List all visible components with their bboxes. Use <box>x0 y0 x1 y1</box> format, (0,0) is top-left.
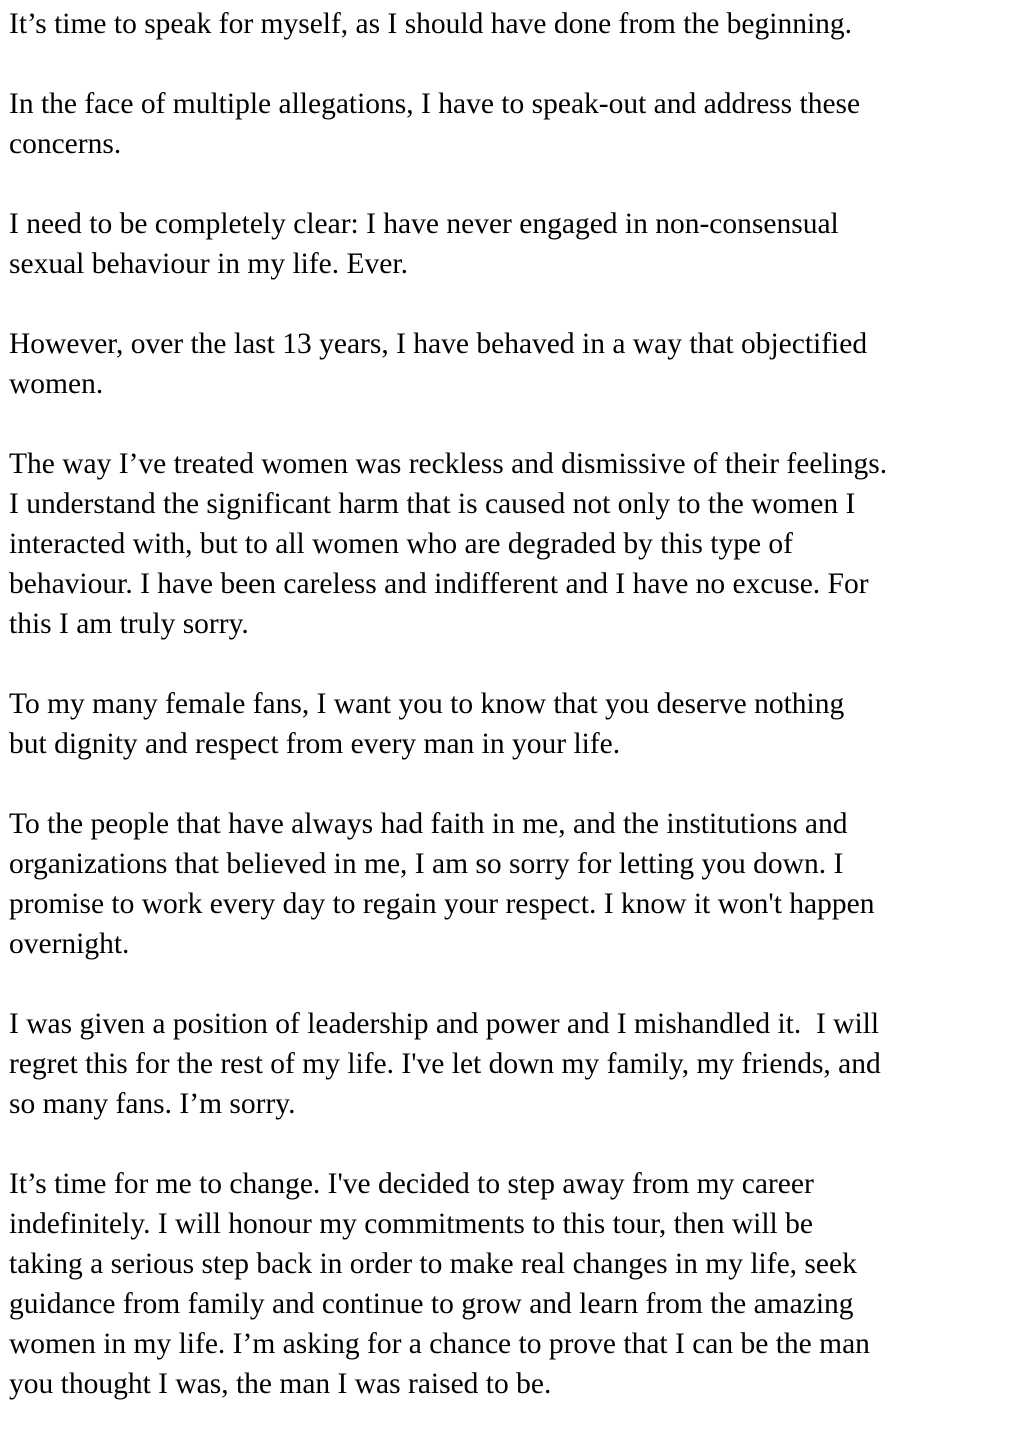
paragraph-7 <box>9 804 1021 964</box>
text-line: I need to be completely clear: I have never engaged in non-consensual <box>9 208 839 240</box>
text-line: taking a serious step back in order to make real changes in my life, seek <box>9 1248 857 1280</box>
text-line: indefinitely. I will honour my commitments to this tour, then will be <box>9 1208 813 1240</box>
text-line: women in my life. I’m asking for a chance to prove that I can be the man <box>9 1328 870 1360</box>
text-line: but dignity and respect from every man in your life. <box>9 728 621 760</box>
text-line: In the face of multiple allegations, I have to speak-out and address these <box>9 88 861 120</box>
text-line: I was given a position of leadership and power and I mishandled it. I will <box>9 1008 880 1040</box>
paragraph-9 <box>9 1164 1021 1404</box>
text-line: I understand the significant harm that is caused not only to the women I <box>9 488 856 520</box>
paragraph-4 <box>9 324 1021 404</box>
text-line: It’s time to speak for myself, as I should have done from the beginning. <box>9 8 853 40</box>
text-line: It’s time for me to change. I've decided to step away from my career <box>9 1168 814 1200</box>
text-line: sexual behaviour in my life. Ever. <box>9 248 408 280</box>
paragraph-3 <box>9 204 1021 284</box>
text-line: this I am truly sorry. <box>9 608 249 640</box>
statement-document <box>9 0 1021 1444</box>
text-line: To the people that have always had faith in me, and the institutions and <box>9 808 848 840</box>
text-line: concerns. <box>9 128 122 160</box>
text-line: organizations that believed in me, I am so sorry for letting you down. I <box>9 848 844 880</box>
text-line: you thought I was, the man I was raised to be. <box>9 1368 552 1400</box>
paragraph-8 <box>9 1004 1021 1124</box>
paragraph-1 <box>9 0 1021 44</box>
text-line: behaviour. I have been careless and indifferent and I have no excuse. For <box>9 568 869 600</box>
text-line: women. <box>9 368 104 400</box>
text-line: interacted with, but to all women who are degraded by this type of <box>9 528 793 560</box>
text-line: However, over the last 13 years, I have behaved in a way that objectified <box>9 328 868 360</box>
paragraph-5 <box>9 444 1021 644</box>
text-line: overnight. <box>9 928 130 960</box>
text-line: promise to work every day to regain your respect. I know it won't happen <box>9 888 875 920</box>
text-line: so many fans. I’m sorry. <box>9 1088 296 1120</box>
paragraph-6 <box>9 684 1021 764</box>
paragraph-2 <box>9 84 1021 164</box>
text-line: guidance from family and continue to grow and learn from the amazing <box>9 1288 854 1320</box>
text-line: The way I’ve treated women was reckless and dismissive of their feelings. <box>9 448 888 480</box>
text-line: regret this for the rest of my life. I've let down my family, my friends, and <box>9 1048 881 1080</box>
text-line: To my many female fans, I want you to know that you deserve nothing <box>9 688 845 720</box>
